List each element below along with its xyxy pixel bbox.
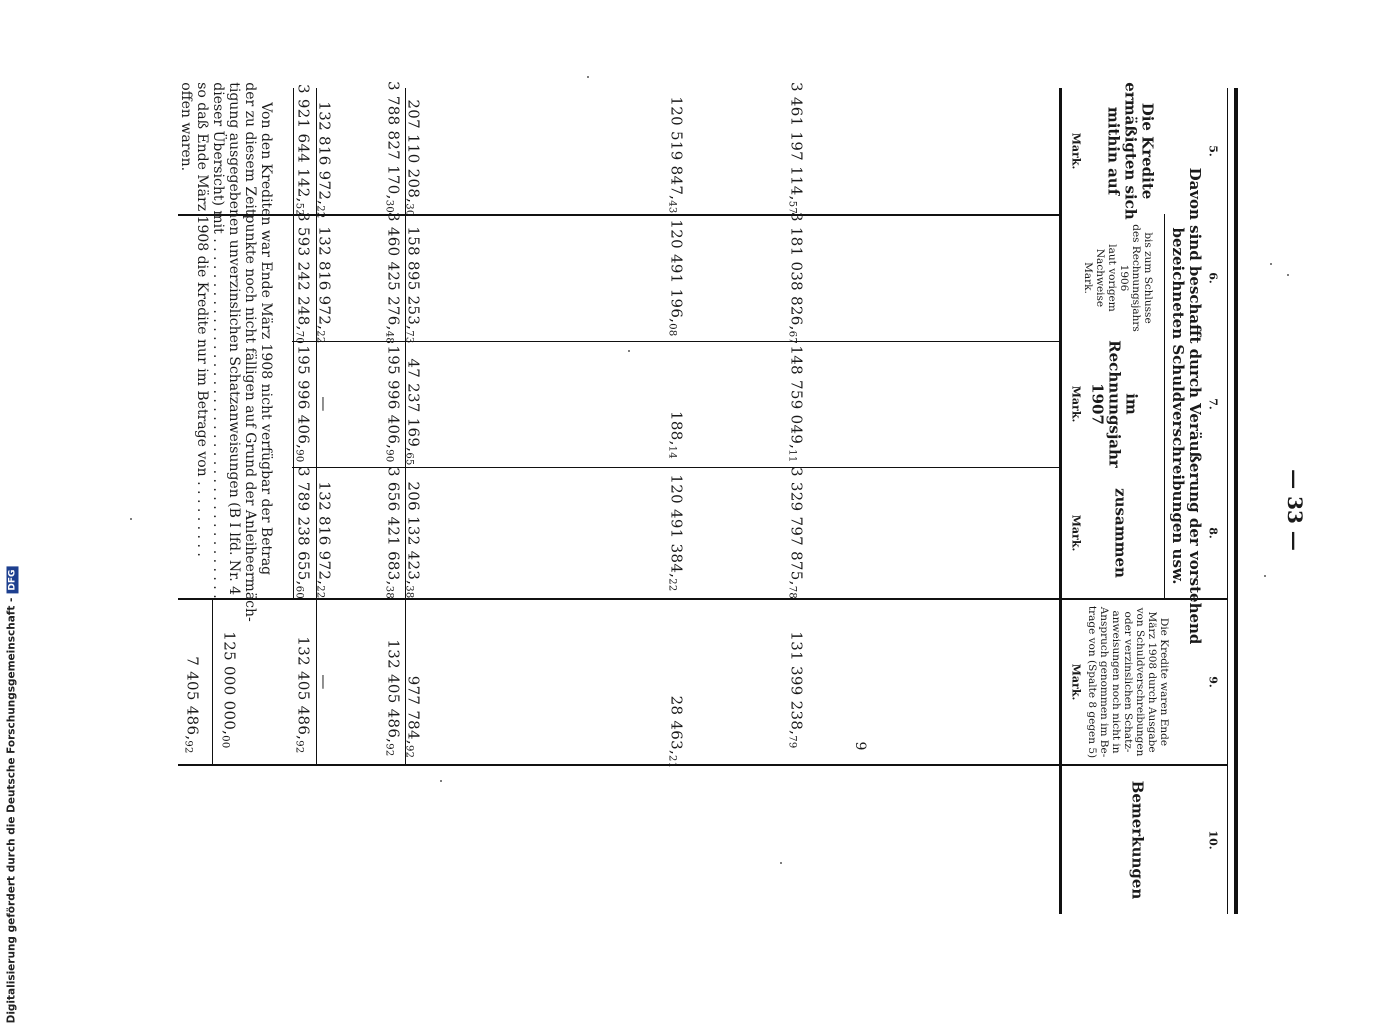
page-number: — 33 — <box>1283 469 1307 551</box>
row5-col7: — <box>315 396 333 412</box>
scan-speck <box>1270 263 1272 265</box>
col10-number: 10. <box>1206 830 1220 850</box>
col8-number: 8. <box>1206 527 1220 539</box>
scan-speck <box>1287 274 1289 276</box>
footnote-amount-2: 7 405 $486,_{92}$ <box>182 656 202 754</box>
group-header-rule <box>1164 214 1165 598</box>
sheet-number: 9 <box>852 741 868 751</box>
row4-col5: 3 788 827 $170,_{30}$ <box>383 80 403 214</box>
row2-col6: 120 491 $196,_{08}$ <box>666 219 686 337</box>
footnote-amount-1: 125 000 $000,_{00}$ <box>219 631 239 749</box>
scan-speck <box>130 518 132 520</box>
row4-col9: 132 405 $486,_{92}$ <box>383 639 403 757</box>
row4-col7: 195 996 $406,_{90}$ <box>383 345 403 463</box>
table-top-rule-thin <box>1227 88 1228 914</box>
col7-unit: Mark. <box>1069 385 1083 423</box>
scan-speck <box>780 862 782 864</box>
row1-col6: 3 181 038 $826,_{67}$ <box>786 211 806 345</box>
col10-title: Bemerkungen <box>1128 780 1147 900</box>
row6-col5: 3 921 644 $142,_{52}$ <box>293 83 313 217</box>
row1-col7: 148 759 $049,_{11}$ <box>786 345 806 463</box>
col5-unit: Mark. <box>1069 132 1083 170</box>
row5-col8: 132 816 $972,_{22}$ <box>314 481 334 599</box>
row6-col9: 132 405 $486,_{92}$ <box>293 636 313 754</box>
row4-col8: 3 656 421 $683,_{38}$ <box>383 466 403 600</box>
col7-number: 7. <box>1206 398 1220 410</box>
scan-speck <box>1264 575 1266 577</box>
scan-speck <box>587 76 589 78</box>
row6-col8: 3 789 238 $655,_{60}$ <box>293 466 313 600</box>
col-divider-9-10 <box>178 764 1228 766</box>
footnote-text: Von den Krediten war Ende März 1908 nicht verfügbar der Betrag der zu diesem Zeitpunkte noch nicht fälligen auf Grund der Anleiheermäch- tigung ausgegebenen unverzinslichen Schatzanweisungen (B I lfd. Nr. 4 dieser Übersicht) mit . . . . . . . . . . . . . . . . . . . . . . . . . . . . . . . . . . . . . . . . . so daß Ende März 1908 die Kredite nur im Betrage von . . . . . . . . . offen waren. <box>178 82 274 622</box>
row1-col9: 131 399 $238,_{79}$ <box>786 631 806 749</box>
scan-speck <box>628 350 630 352</box>
group-title: Davon sind beschafft durch Veräußerung der vorstehend bezeichneten Schuldverschreibungen usw. <box>1169 167 1204 645</box>
col8-title: zusammen <box>1111 488 1130 578</box>
digitization-note: Digitalisierung gefördert durch die Deutsche Forschungsgemeinschaft -DFG <box>0 567 19 1023</box>
row3-col7: 47 237 $169,_{65}$ <box>403 358 423 466</box>
scan-speck <box>440 780 442 782</box>
row3-col8: 206 132 $423,_{38}$ <box>403 481 423 599</box>
row2-col7: $188,_{14}$ <box>666 411 686 459</box>
footnote-rule <box>212 598 213 764</box>
row2-col9: 28 $463,_{21}$ <box>666 695 686 769</box>
row5-col9: — <box>315 674 333 690</box>
col5-title: Die Kredite ermäßigten sich mithin auf <box>1104 82 1157 220</box>
dfg-logo: DFG <box>7 567 19 594</box>
row4-col6: 3 460 425 $276,_{48}$ <box>383 211 403 345</box>
col-divider-8-9 <box>178 598 1228 600</box>
col-divider-7-8 <box>292 467 1062 468</box>
row3-col9: 977 $784,_{92}$ <box>403 675 423 759</box>
table-top-rule <box>1234 88 1238 914</box>
row1-col8: 3 329 797 $875,_{78}$ <box>786 466 806 600</box>
col7-title: im Rechnungsjahr 1907 <box>1088 340 1141 468</box>
row3-col5: 207 110 $208,_{30}$ <box>403 99 423 217</box>
row5-col6: 132 816 $972,_{22}$ <box>314 226 334 344</box>
row1-col5: 3 461 197 $114,_{57}$ <box>786 81 806 215</box>
col9-number: 9. <box>1206 676 1220 688</box>
row6-col7: 195 996 $406,_{90}$ <box>293 345 313 463</box>
col5-number: 5. <box>1206 145 1220 157</box>
header-bottom-rule <box>1059 88 1062 914</box>
row6-col6: 3 593 242 $248,_{70}$ <box>293 211 313 345</box>
col9-unit: Mark. <box>1069 663 1083 701</box>
row5-col5: 132 816 $972,_{22}$ <box>314 101 334 219</box>
row3-col6: 158 895 $253,_{73}$ <box>403 226 423 344</box>
row2-col5: 120 519 $847,_{43}$ <box>666 96 686 214</box>
col8-unit: Mark. <box>1069 514 1083 552</box>
col6-number: 6. <box>1206 272 1220 284</box>
row2-col8: 120 491 $384,_{22}$ <box>666 474 686 592</box>
col6-title: bis zum Schlusse des Rechnungsjahrs 1906 laut vorigem Nachweise Mark. <box>1082 224 1154 332</box>
col9-title: Die Kredite waren Ende März 1908 durch Ausgabe von Schuldverschreibungen oder verzinslichen Schatz- anweisungen noch nicht in Anspruch genommen im Be- trage von (Spalte 8 gegen 5) <box>1086 605 1170 759</box>
